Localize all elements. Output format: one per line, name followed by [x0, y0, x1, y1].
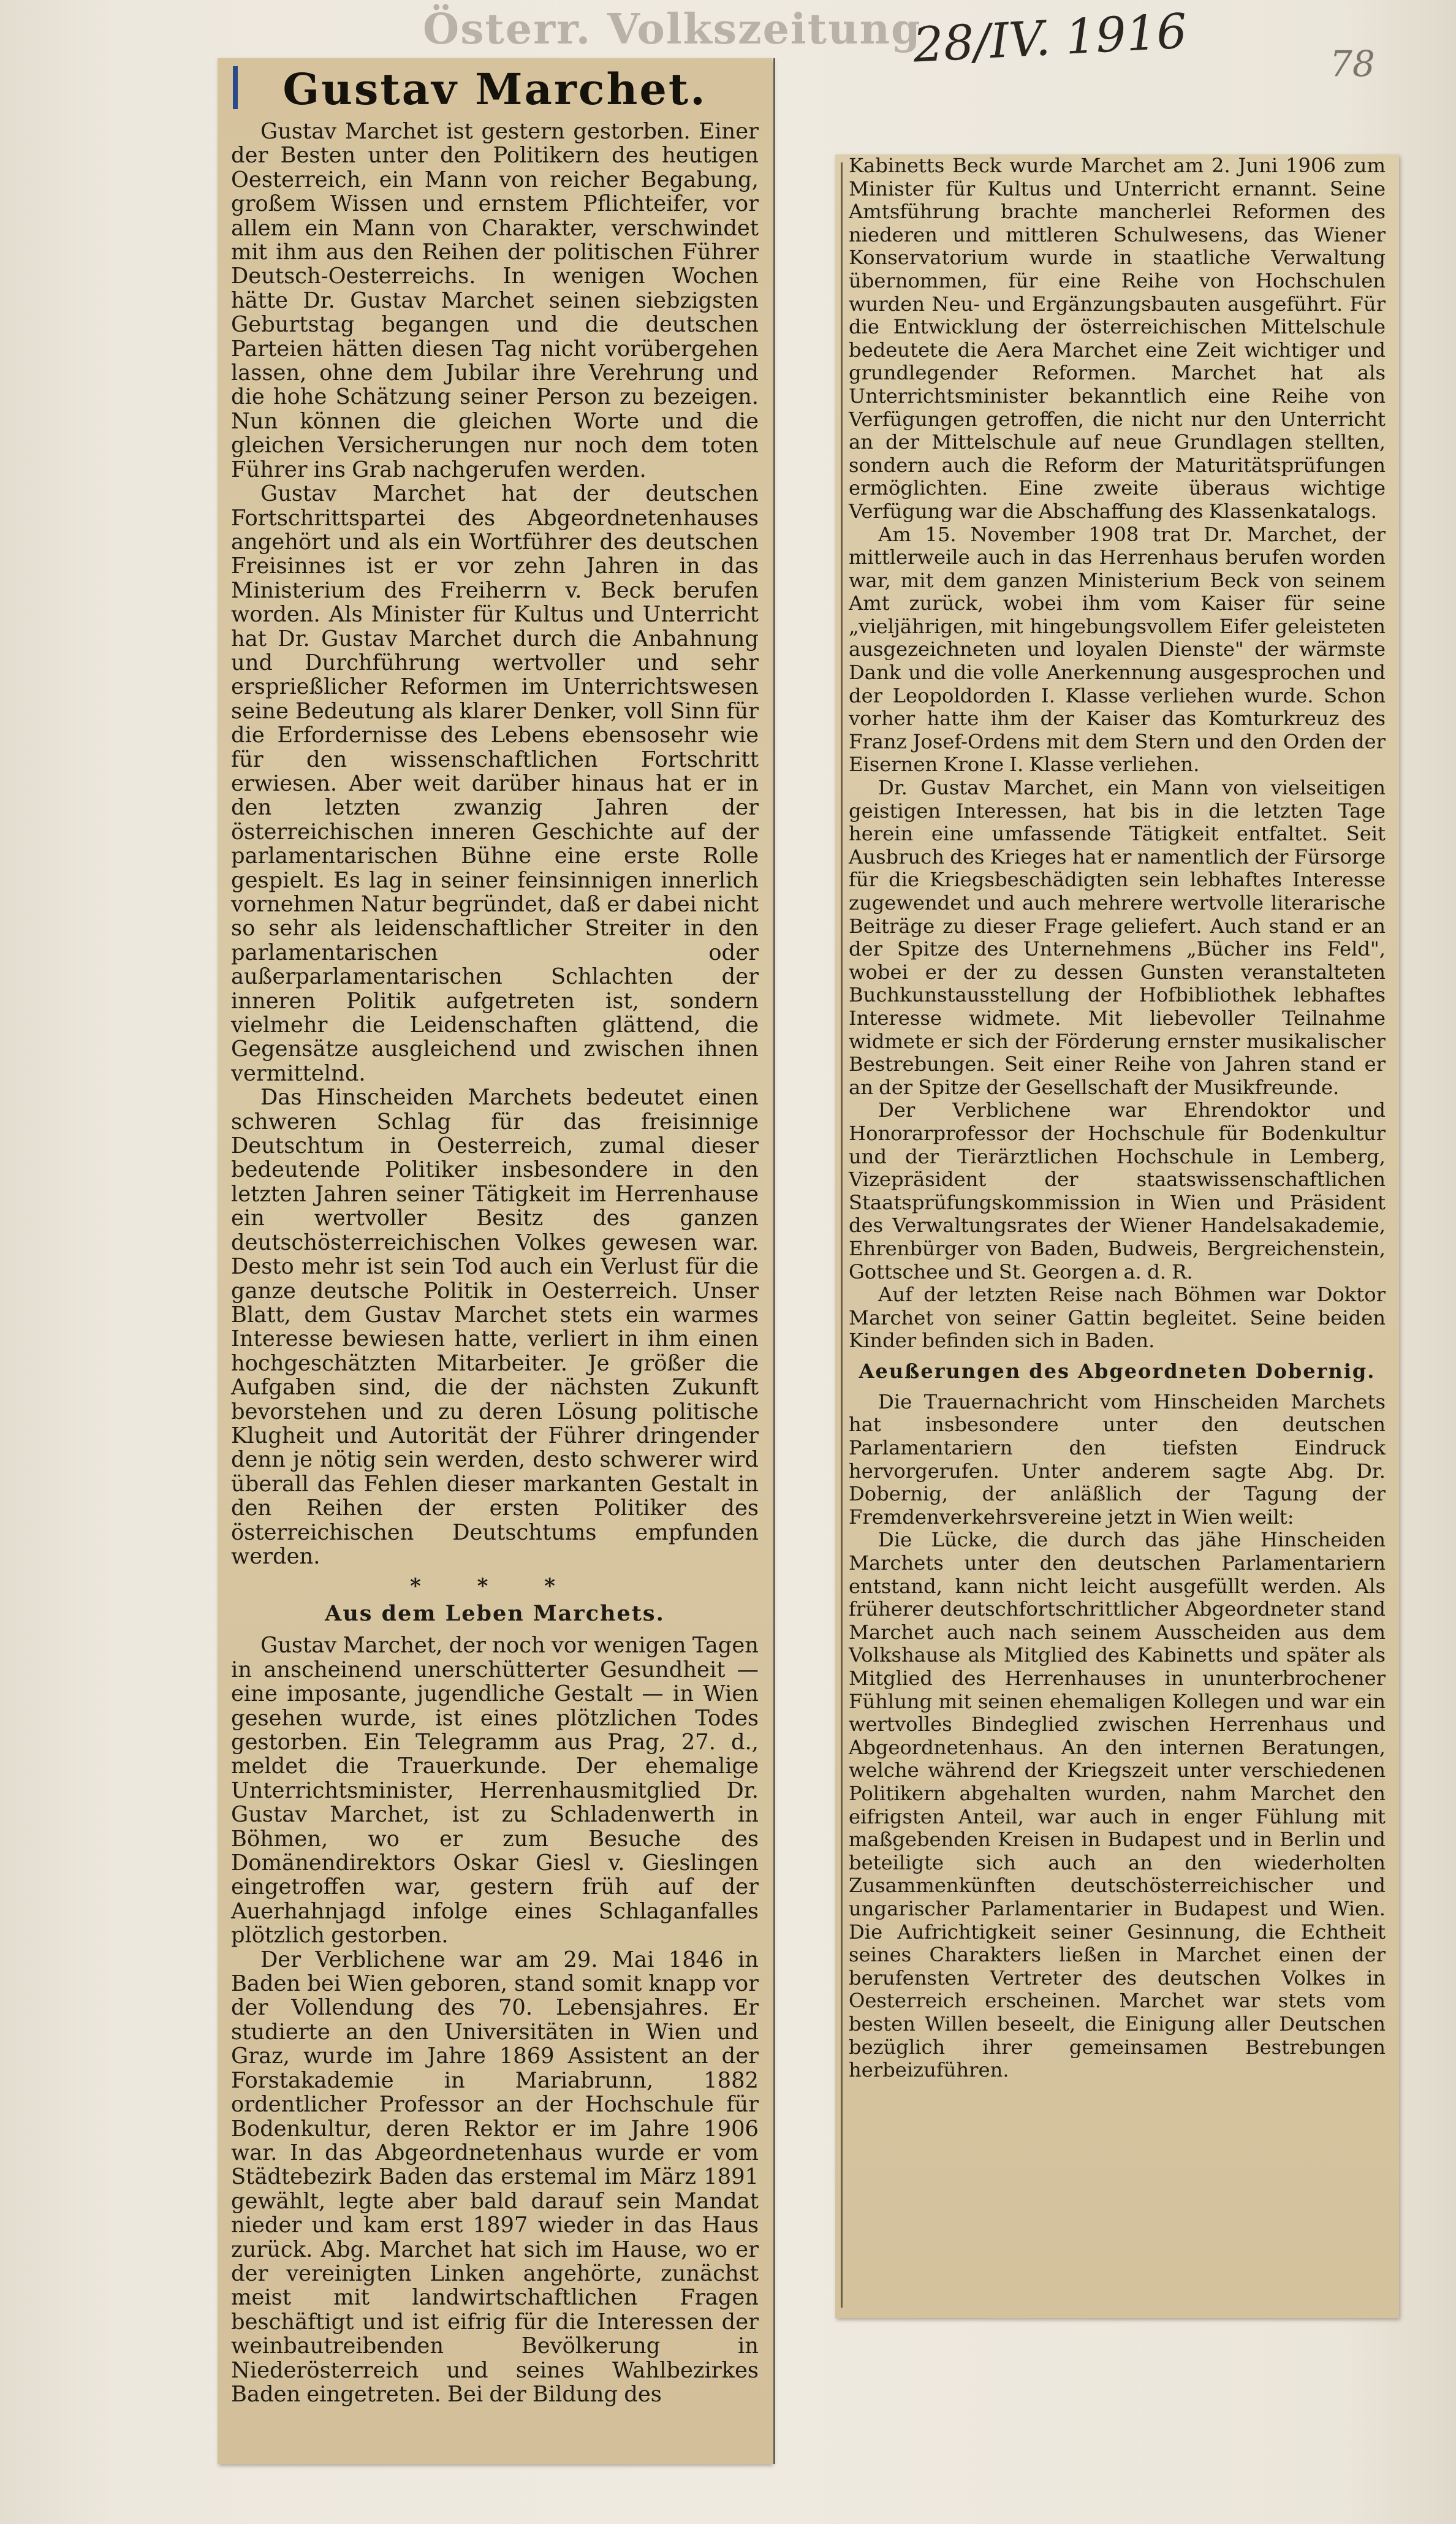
article-paragraph: Gustav Marchet hat der deutschen Fortschrittspartei des Abgeordnetenhauses angehört und als ein Wortführer des deutschen Freisinnes ist er vor zehn Jahren in das Ministerium des Freiherrn v. Beck berufen worden. Als Minister für Kultus und Unterricht hat Dr. Gustav Marchet durch die Anbahnung und Durchführung wertvoller und sehr ersprießlicher Reformen im Unterrichtswesen seine Bedeutung als klarer Denker, voll Sinn für die Erfordernisse des Lebens ebensosehr wie für den wissenschaftlichen Fortschritt erwiesen. Aber weit darüber hinaus hat er in den letzten zwanzig Jahren der österreichischen inneren Geschichte auf der parlamentarischen Bühne eine erste Rolle gespielt. Es lag in seiner feinsinnigen innerlich vornehmen Natur begründet, daß er dabei nicht so sehr als leidenschaftlicher Streiter in den parlamentarischen oder außerparlamentarischen Schlachten der inneren Politik aufgetreten ist, sondern vielmehr die Leidenschaften glättend, die Gegensätze ausgleichend und zwischen ihnen vermittelnd. — [231, 481, 759, 1086]
article-paragraph: Am 15. November 1908 trat Dr. Marchet, der mittlerweile auch in das Herrenhaus berufen worden war, mit dem ganzen Ministerium Beck von seinem Amt zurück, wobei ihm vom Kaiser für seine „vieljährigen, mit hingebungsvollem Eifer geleisteten ausgezeichneten und loyalen Dienste" der wärmste Dank und die volle Anerkennung ausgesprochen und der Leopoldorden I. Klasse verliehen wurde. Schon vorher hatte ihm der Kaiser das Komturkreuz des Franz Josef-Ordens mit dem Stern und den Orden der Eisernen Krone I. Klasse verliehen. — [849, 522, 1386, 777]
article-paragraph: Dr. Gustav Marchet, ein Mann von vielseitigen geistigen Interessen, hat bis in die letzten Tage herein eine umfassende Tätigkeit entfaltet. Seit Ausbruch des Krieges hat er namentlich der Fürsorge für die Kriegsbeschädigten sein lebhaftes Interesse zugewendet und auch mehrere wertvolle literarische Beiträge zu dieser Frage geliefert. Auch stand er an der Spitze des Unternehmens „Bücher ins Feld", wobei er der zu dessen Gunsten veranstalteten Buchkunstausstellung der Hofbibliothek lebhaftes Interesse widmete. Mit liebevoller Teilnahme widmete er sich der Förderung ernster musikalischer Bestrebungen. Seit einer Reihe von Jahren stand er an der Spitze der Gesellschaft der Musikfreunde. — [849, 776, 1386, 1099]
section-divider-stars: * * * — [409, 1574, 580, 1599]
article-paragraph: Die Lücke, die durch das jähe Hinscheiden Marchets unter den deutschen Parlamentariern entstand, kann nicht leicht ausgefüllt werden. Als früherer deutschfortschrittlicher Abgeordneter stand Marchet auch nach seinem Ausscheiden aus dem Volkshause als Mitglied des Kabinetts und später als Mitglied des Herrenhauses in ununterbrochener Fühlung mit seinen ehemaligen Kollegen und war ein wertvolles Bindeglied zwischen Herrenhaus und Abgeordnetenhaus. An den internen Beratungen, welche während der Kriegszeit unter verschiedenen Politikern abgehalten wurden, nahm Marchet den eifrigsten Anteil, war auch in enger Fühlung mit maßgebenden Kreisen in Budapest und in Berlin und beteiligte sich auch an den wiederholten Zusammenkünften deutschösterreichischer und ungarischer Parlamentarier in Budapest und Wien. Die Aufrichtigkeit seiner Gesinnung, die Echtheit seines Charakters ließen in Marchet einen der berufensten Vertreter des deutschen Volkes in Oesterreich erscheinen. Marchet war stets vom besten Willen beseelt, die Einigung aller Deutschen bezüglich ihrer gemeinsamen Bestrebungen herbeizuführen. — [849, 1528, 1386, 2082]
handwritten-page-number: 78 — [1330, 43, 1375, 85]
article-paragraph: Das Hinscheiden Marchets bedeutet einen schweren Schlag für das freisinnige Deutschtum in Oesterreich, zumal dieser bedeutende Politiker insbesondere in den letzten Jahren seiner Tätigkeit im Herrenhause ein wertvoller Besitz des ganzen deutschösterreichischen Volkes gewesen war. Desto mehr ist sein Tod auch ein Verlust für die ganze deutsche Politik in Oesterreich. Unser Blatt, dem Gustav Marchet stets ein warmes Interesse bewiesen hatte, verliert in ihm einen hochgeschätzten Mitarbeiter. Je größer die Aufgaben sind, die der nächsten Zukunft bevorstehen und zu deren Lösung politische Klugheit und Autorität der Führer dringender denn je nötig sein werden, desto schwerer wird überall das Fehlen dieser markanten Gestalt in den Reihen der ersten Politiker des österreichischen Deutschtums empfunden werden. — [231, 1085, 759, 1569]
article-paragraph: Auf der letzten Reise nach Böhmen war Doktor Marchet von seiner Gattin begleitet. Seine beiden Kinder befinden sich in Baden. — [849, 1283, 1386, 1353]
article-paragraph: Kabinetts Beck wurde Marchet am 2. Juni 1906 zum Minister für Kultus und Unterricht ernannt. Seine Amtsführung brachte mancherlei Reformen des niederen und mittleren Schulwesens, das Wiener Konservatorium wurde in staatliche Verwaltung übernommen, für eine Reihe von Hochschulen wurden Neu- und Ergänzungsbauten ausgeführt. Für die Entwicklung der österreichischen Mittelschule bedeutete die Aera Marchet eine Zeit wichtiger und grundlegender Reformen. Marchet hat als Unterrichtsminister bekanntlich eine Reihe von Verfügungen getroffen, die nicht nur den Unterricht an der Mittelschule auf neue Grundlagen stellten, sondern auch die Reform der Maturitätsprüfungen ermöglichten. Eine zweite überaus wichtige Verfügung war die Abschaffung des Klassenkatalogs. — [849, 154, 1386, 523]
article-paragraph: Gustav Marchet, der noch vor wenigen Tagen in anscheinend unerschütterter Gesundheit — eine imposante, jugendliche Gestalt — in Wien gesehen wurde, ist eines plötzlichen Todes gestorben. Ein Telegramm aus Prag, 27. d., meldet die Trauerkunde. Der ehemalige Unterrichtsminister, Herrenhausmitglied Dr. Gustav Marchet, ist zu Schladenwerth in Böhmen, wo er zum Besuche des Domänendirektors Oskar Giesl v. Gieslingen eingetroffen war, gestern früh auf der Auerhahnjagd infolge eines Schlaganfalles plötzlich gestorben. — [231, 1633, 759, 1948]
column-rule — [841, 162, 843, 2308]
clipping-right-column — [835, 154, 1399, 2318]
article-paragraph: Der Verblichene war Ehrendoktor und Honorarprofessor der Hochschule für Bodenkultur und der Tierärztlichen Hochschule in Lemberg, Vizepräsident der staatswissenschaftlichen Staatsprüfungskommission in Wien und Präsident des Verwaltungsrates der Wiener Handelsakademie, Ehrenbürger von Baden, Budweis, Bergreichenstein, Gottschee und St. Georgen a. d. R. — [849, 1098, 1386, 1283]
subheading-dobernig: Aeußerungen des Abgeordneten Dobernig. — [859, 1359, 1376, 1383]
handwritten-date: 28/IV. 1916 — [911, 4, 1189, 74]
headline-marker — [233, 66, 238, 109]
article-paragraph: Gustav Marchet ist gestern gestorben. Einer der Besten unter den Politikern des heutigen Oesterreich, ein Mann von reicher Begabung, großem Wissen und ernstem Pflichteifer, vor allem ein Mann von Charakter, verschwindet mit ihm aus den Reihen der politischen Führer Deutsch-Oesterreichs. In wenigen Wochen hätte Dr. Gustav Marchet seinen siebzigsten Geburtstag begangen und die deutschen Parteien hätten diesen Tag nicht vorübergehen lassen, ohne dem Jubilar ihre Verehrung und die hohe Schätzung seiner Person zu bezeigen. Nun können die gleichen Worte und die gleichen Versicherungen nur noch dem toten Führer ins Grab nachgerufen werden. — [231, 119, 759, 482]
column-rule — [773, 58, 775, 2464]
article-paragraph: Die Trauernachricht vom Hinscheiden Marchets hat insbesondere unter den deutschen Parlamentariern den tiefsten Eindruck hervorgerufen. Unter anderem sagte Abg. Dr. Dobernig, der anläßlich der Tagung der Fremdenverkehrsvereine jetzt in Wien weilt: — [849, 1389, 1386, 1529]
source-stamp: Österr. Volkszeitung — [423, 5, 922, 54]
subheading-life: Aus dem Leben Marchets. — [325, 1601, 665, 1627]
article-title: Gustav Marchet. — [282, 64, 707, 115]
article-paragraph: Der Verblichene war am 29. Mai 1846 in Baden bei Wien geboren, stand somit knapp vor der Vollendung des 70. Lebensjahres. Er studierte an den Universitäten in Wien und Graz, wurde im Jahre 1869 Assistent an der Forstakademie in Mariabrunn, 1882 ordentlicher Professor an der Hochschule für Bodenkultur, deren Rektor er im Jahre 1906 war. In das Abgeordnetenhaus wurde er vom Städtebezirk Baden das erstemal im März 1891 gewählt, legte aber bald darauf sein Mandat nieder und kam erst 1897 wieder in das Haus zurück. Abg. Marchet hat sich im Hause, wo er der vereinigten Linken angehörte, zunächst meist mit landwirtschaftlichen Fragen beschäftigt und ist eifrig für die Interessen der weinbautreibenden Bevölkerung in Niederösterreich und seines Wahlbezirkes Baden eingetreten. Bei der Bildung des — [231, 1947, 759, 2407]
clipping-left-column — [218, 58, 772, 2464]
